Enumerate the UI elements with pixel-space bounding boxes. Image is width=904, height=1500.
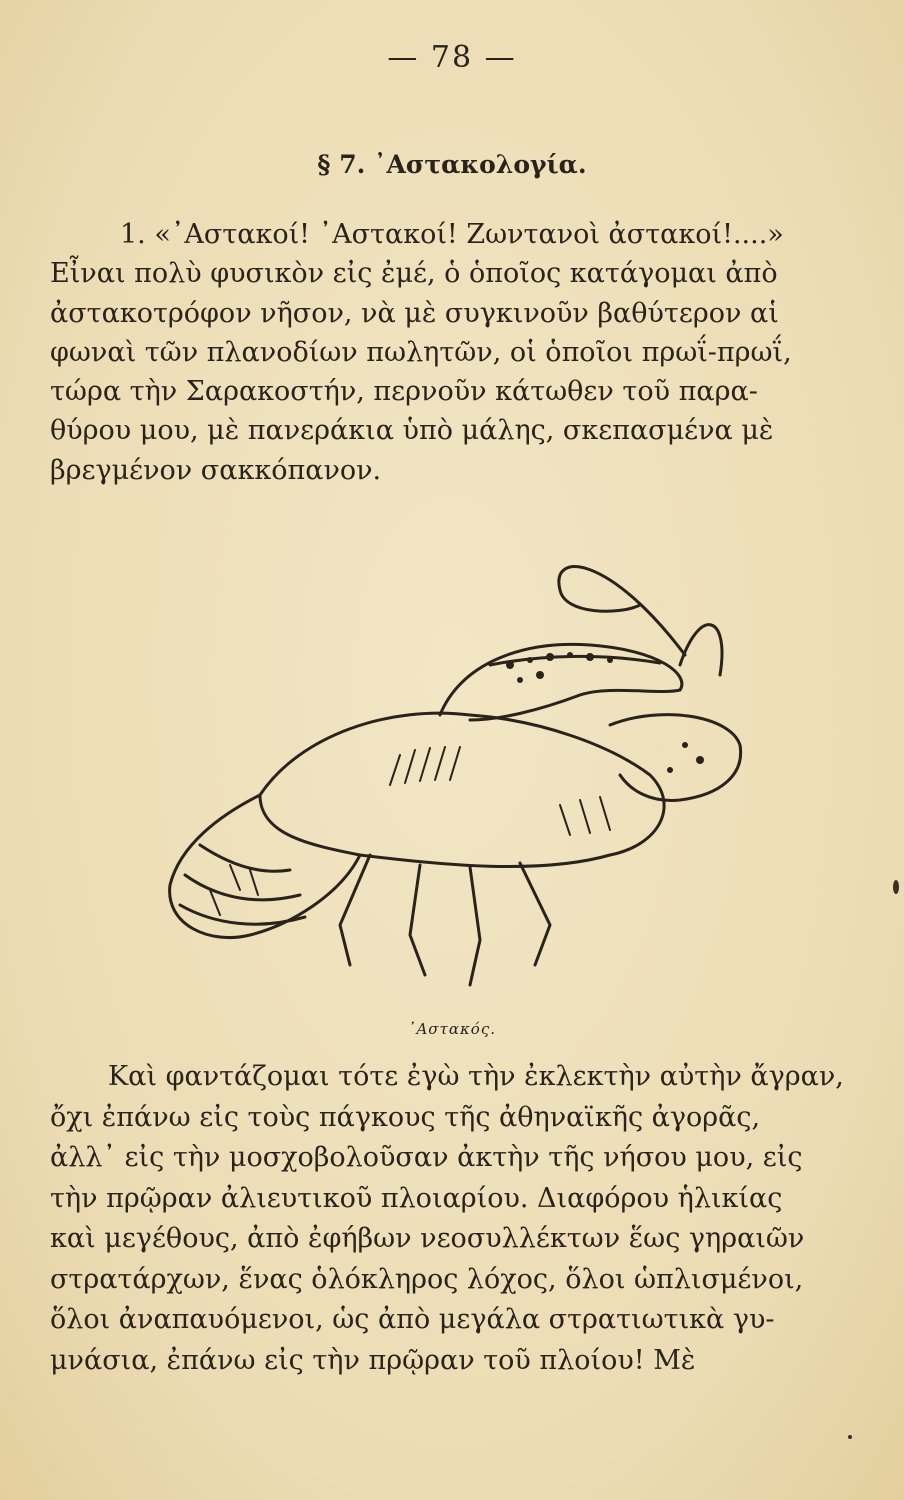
paragraph-2 [50,1057,850,1381]
paragraph-1-line: τώρα τὴν Σαρακοστήν, περνοῦν κάτωθεν τοῦ παρα- [50,376,758,408]
paragraph-2-line: Καὶ φαντάζομαι τότε ἐγὼ τὴν ἐκλεκτὴν αὐτὴν ἄγραν, [108,1061,844,1092]
section-heading: § 7. ᾿Αστακολογία. [317,150,587,179]
lobster-engraving-image [140,545,760,1005]
paragraph-1-line: ἀστακοτρόφον νῆσον, νὰ μὲ συγκινοῦν βαθύτερον αἱ [50,297,779,329]
paragraph-2-line: στρατάρχων, ἕνας ὁλόκληρος λόχος, ὅλοι ὡπλισμένοι, [50,1263,804,1295]
print-speck [893,880,899,894]
paragraph-1 [50,215,850,490]
paragraph-2-line: ὅλοι ἀναπαυόμενοι, ὡς ἀπὸ μεγάλα στρατιωτικὰ γυ- [50,1304,775,1335]
paragraph-2-line: ἀλλ᾿ εἰς τὴν μοσχοβολοῦσαν ἀκτὴν τῆς νήσου μου, εἰς [50,1142,803,1173]
print-speck [848,1435,852,1439]
lobster-illustration [140,545,760,1005]
paragraph-2-line: μνάσια, ἐπάνω εἰς τὴν πρῷραν τοῦ πλοίου! Μὲ [50,1344,696,1376]
paragraph-1-line: θύρου μου, μὲ πανεράκια ὑπὸ μάλης, σκεπασμένα μὲ [50,415,774,447]
paragraph-2-line: τὴν πρῷραν ἀλιευτικοῦ πλοιαρίου. Διαφόρου ἡλικίας [50,1182,783,1214]
paragraph-2-line: καὶ μεγέθους, ἀπὸ ἐφήβων νεοσυλλέκτων ἕως γηραιῶν [50,1223,805,1254]
figure-caption: ᾿Αστακός. [407,1020,497,1038]
paragraph-1-line: Εἶναι πολὺ φυσικὸν εἰς ἐμέ, ὁ ὁποῖος κατάγομαι ἀπὸ [50,258,778,290]
page-number: — 78 — [387,40,517,75]
paragraph-1-line: 1. «᾿Αστακοί! ᾿Αστακοί! Ζωντανοὶ ἀστακοί!....» [120,219,784,250]
paragraph-1-line: βρεγμένον σακκόπανον. [50,454,382,486]
paragraph-2-line: ὄχι ἐπάνω εἰς τοὺς πάγκους τῆς ἀθηναϊκῆς ἀγορᾶς, [50,1101,761,1133]
paragraph-1-line: φωναὶ τῶν πλανοδίων πωλητῶν, οἱ ὁποῖοι πρωΐ-πρωΐ, [50,336,792,368]
